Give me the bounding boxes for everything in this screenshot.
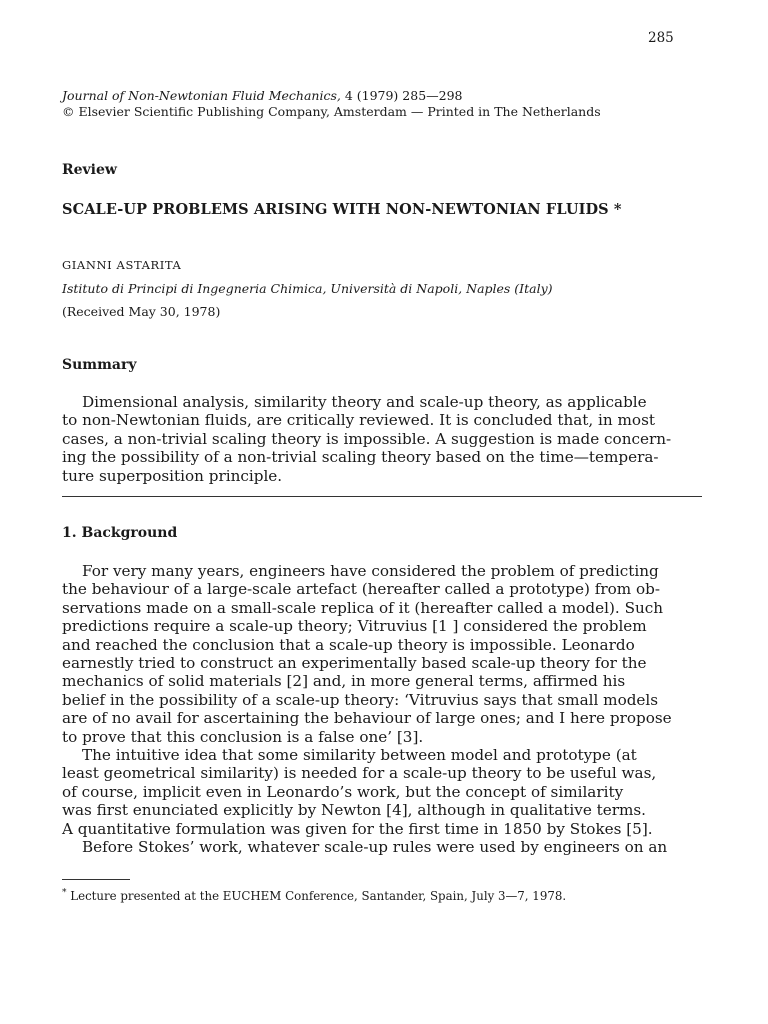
body-line: of course, implicit even in Leonardo’s work, but the concept of similarity <box>62 782 624 801</box>
summary-line: Dimensional analysis, similarity theory and scale-up theory, as applicable <box>82 393 647 411</box>
body-line: Before Stokes’ work, whatever scale-up rules were used by engineers on an <box>82 838 668 857</box>
article-title: SCALE-UP PROBLEMS ARISING WITH NON-NEWTONIAN FLUIDS * <box>62 201 622 218</box>
background-body <box>62 562 712 857</box>
body-line: belief in the possibility of a scale-up theory: ‘Vitruvius says that small models <box>62 690 659 709</box>
body-line: A quantitative formulation was given for the first time in 1850 by Stokes [5]. <box>62 819 653 838</box>
body-line: servations made on a small-scale replica of it (hereafter called a model). Such <box>62 598 664 617</box>
body-line: least geometrical similarity) is needed for a scale-up theory to be useful was, <box>62 764 657 783</box>
background-heading: 1. Background <box>62 525 178 541</box>
footnote-mark: * <box>62 888 67 898</box>
body-line: the behaviour of a large-scale artefact (hereafter called a prototype) from ob- <box>62 580 660 599</box>
author-affiliation: Istituto di Principi di Ingegneria Chimica, Università di Napoli, Naples (Italy) <box>62 281 553 296</box>
page-number: 285 <box>648 30 674 46</box>
body-line: For very many years, engineers have considered the problem of predicting <box>82 562 659 580</box>
footnote-divider <box>62 879 130 880</box>
body-line: predictions require a scale-up theory; Vitruvius [1 ] considered the problem <box>62 617 647 636</box>
footnote <box>62 888 566 903</box>
journal-name: Journal of Non-Newtonian Fluid Mechanics, <box>62 88 341 103</box>
body-line: mechanics of solid materials [2] and, in more general terms, affirmed his <box>62 672 626 691</box>
body-line: are of no avail for ascertaining the behaviour of large ones; and I here propose <box>62 709 672 728</box>
body-line: The intuitive idea that some similarity between model and prototype (at <box>82 746 637 765</box>
body-line: to prove that this conclusion is a false one’ [3]. <box>62 727 424 746</box>
journal-citation-line <box>62 88 601 104</box>
summary-line: cases, a non-trivial scaling theory is impossible. A suggestion is made concern- <box>62 429 672 448</box>
author-name: GIANNI ASTARITA <box>62 258 182 272</box>
received-date: (Received May 30, 1978) <box>62 304 221 319</box>
summary-divider <box>62 496 702 497</box>
summary-paragraph <box>62 393 702 485</box>
body-line: was first enunciated explicitly by Newton [4], although in qualitative terms. <box>62 801 647 820</box>
body-line: earnestly tried to construct an experimentally based scale-up theory for the <box>62 654 647 673</box>
section-type-label: Review <box>62 162 117 178</box>
summary-heading: Summary <box>62 357 137 373</box>
body-line: and reached the conclusion that a scale-up theory is impossible. Leonardo <box>62 635 635 654</box>
summary-line: to non-Newtonian fluids, are critically reviewed. It is concluded that, in most <box>62 411 655 430</box>
summary-line: ture superposition principle. <box>62 466 283 485</box>
summary-line: ing the possibility of a non-trivial scaling theory based on the time—tempera- <box>62 448 659 467</box>
publisher-line: © Elsevier Scientific Publishing Company, Amsterdam — Printed in The Netherlands <box>62 104 601 119</box>
journal-volume: 4 (1979) 285—298 <box>340 88 463 103</box>
journal-header <box>62 88 601 120</box>
footnote-text: Lecture presented at the EUCHEM Conference, Santander, Spain, July 3—7, 1978. <box>66 888 567 903</box>
